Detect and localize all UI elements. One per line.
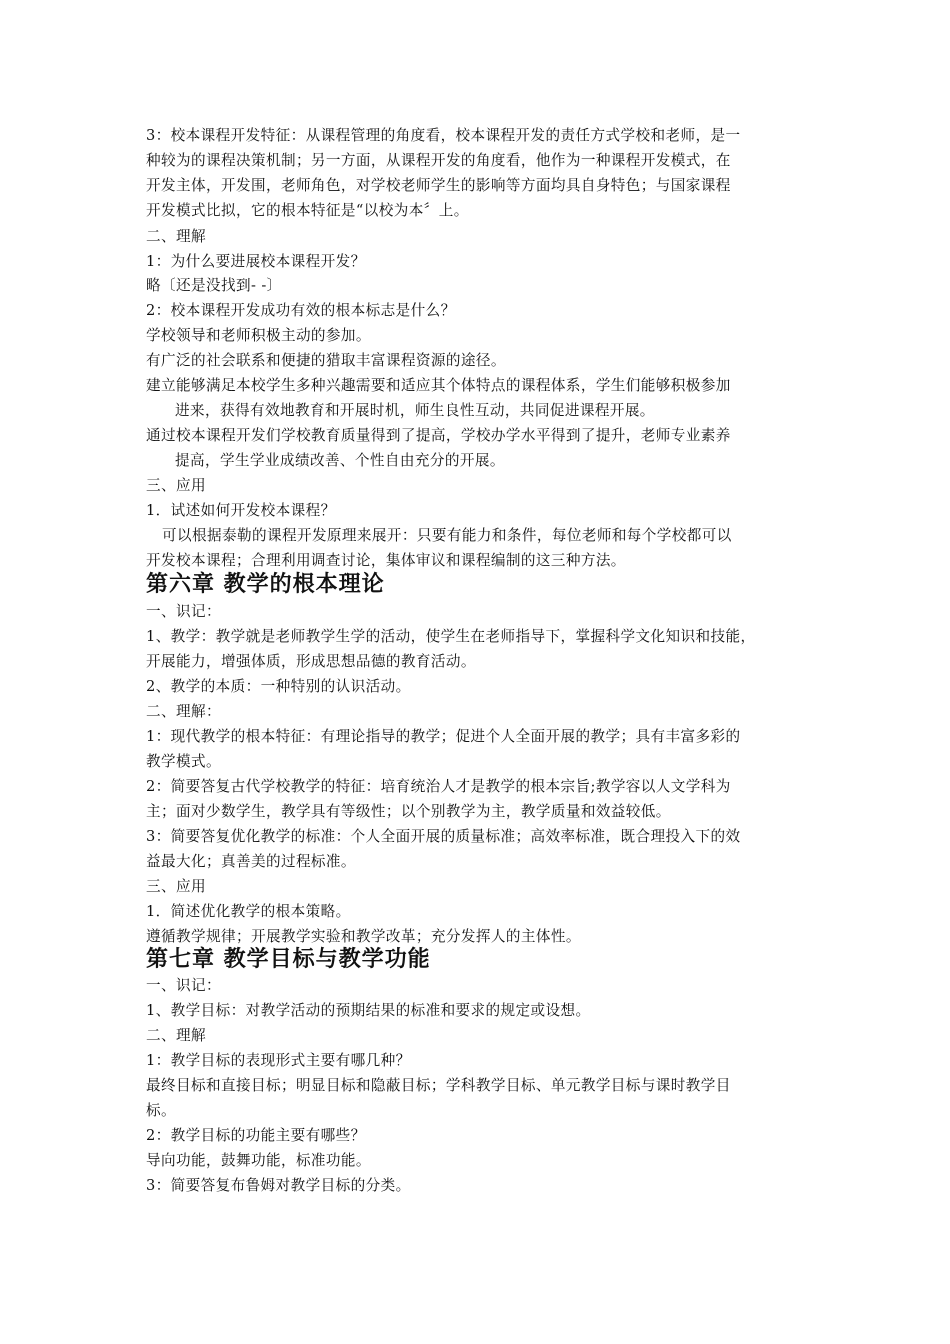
section-heading: 二、理解： <box>146 703 221 720</box>
text-line: 最终目标和直接目标；明显目标和隐蔽目标；学科教学目标、单元教学目标与课时教学目 <box>146 1077 731 1094</box>
section-heading: 二、理解 <box>146 1027 206 1044</box>
text-line: 益最大化；真善美的过程标准。 <box>146 853 356 870</box>
question: 1．简述优化教学的根本策略。 <box>146 903 351 920</box>
text-line: 1、教学：教学就是老师教学生学的活动，使学生在老师指导下，掌握科学文化知识和技能， <box>146 628 756 645</box>
text-line: 1：现代教学的根本特征：有理论指导的教学；促进个人全面开展的教学；具有丰富多彩的 <box>146 728 741 745</box>
text-line: 可以根据泰勒的课程开发原理来展开：只要有能力和条件，每位老师和每个学校都可以 <box>162 527 732 544</box>
text-line: 3：校本课程开发特征：从课程管理的角度看，校本课程开发的责任方式学校和老师，是一 <box>146 127 741 144</box>
section-heading: 一、识记： <box>146 603 221 620</box>
text-line: 2：简要答复古代学校教学的特征：培育统治人才是教学的根本宗旨;教学容以人文学科为 <box>146 778 731 795</box>
text-line: 种较为的课程决策机制；另一方面，从课程开发的角度看，他作为一种课程开发模式，在 <box>146 152 731 169</box>
text-line: 3：简要答复优化教学的标准：个人全面开展的质量标准；高效率标准，既合理投入下的效 <box>146 828 741 845</box>
question: 2：教学目标的功能主要有哪些？ <box>146 1127 366 1144</box>
text-line: 主；面对少数学生，教学具有等级性；以个别教学为主，教学质量和效益较低。 <box>146 803 671 820</box>
question: 1．试述如何开发校本课程？ <box>146 502 336 519</box>
text-line: 1、教学目标：对教学活动的预期结果的标准和要求的规定或设想。 <box>146 1002 591 1019</box>
text-line: 学校领导和老师积极主动的参加。 <box>146 327 371 344</box>
section-heading: 三、应用 <box>146 878 206 895</box>
text-line: 建立能够满足本校学生多种兴趣需要和适应其个体特点的课程体系，学生们能够积极参加 <box>146 377 731 394</box>
chapter-6-title: 第六章 教学的根本理论 <box>146 572 385 597</box>
text-line: 教学模式。 <box>146 753 221 770</box>
text-line: 有广泛的社会联系和便捷的猎取丰富课程资源的途径。 <box>146 352 506 369</box>
text-line: 略〔还是没找到- -〕 <box>146 277 282 294</box>
text-line: 提高，学生学业成绩改善、个性自由充分的开展。 <box>175 452 505 469</box>
text-line: 开发主体，开发围，老师角色，对学校老师学生的影响等方面均具自身特色；与国家课程 <box>146 177 731 194</box>
text-line: 开展能力，增强体质，形成思想品德的教育活动。 <box>146 653 476 670</box>
text-line: 标。 <box>146 1102 176 1119</box>
section-heading: 二、理解 <box>146 228 206 245</box>
chapter-7-title: 第七章 教学目标与教学功能 <box>146 947 431 972</box>
question: 1：教学目标的表现形式主要有哪几种？ <box>146 1052 411 1069</box>
text-line: 开发模式比拟，它的根本特征是“以校为本〞上。 <box>146 202 469 219</box>
text-line: 开发校本课程；合理利用调查讨论，集体审议和课程编制的这三种方法。 <box>146 552 626 569</box>
section-heading: 一、识记： <box>146 977 221 994</box>
text-line: 通过校本课程开发们学校教育质量得到了提高，学校办学水平得到了提升，老师专业素养 <box>146 427 731 444</box>
text-line: 进来，获得有效地教育和开展时机，师生良性互动，共同促进课程开展。 <box>175 402 655 419</box>
text-line: 2、教学的本质：一种特别的认识活动。 <box>146 678 411 695</box>
question: 2：校本课程开发成功有效的根本标志是什么？ <box>146 302 456 319</box>
question: 1：为什么要进展校本课程开发？ <box>146 253 366 270</box>
text-line: 遵循教学规律；开展教学实验和教学改革；充分发挥人的主体性。 <box>146 928 581 945</box>
question: 3：简要答复布鲁姆对教学目标的分类。 <box>146 1177 411 1194</box>
section-heading: 三、应用 <box>146 477 206 494</box>
text-line: 导向功能，鼓舞功能，标准功能。 <box>146 1152 371 1169</box>
